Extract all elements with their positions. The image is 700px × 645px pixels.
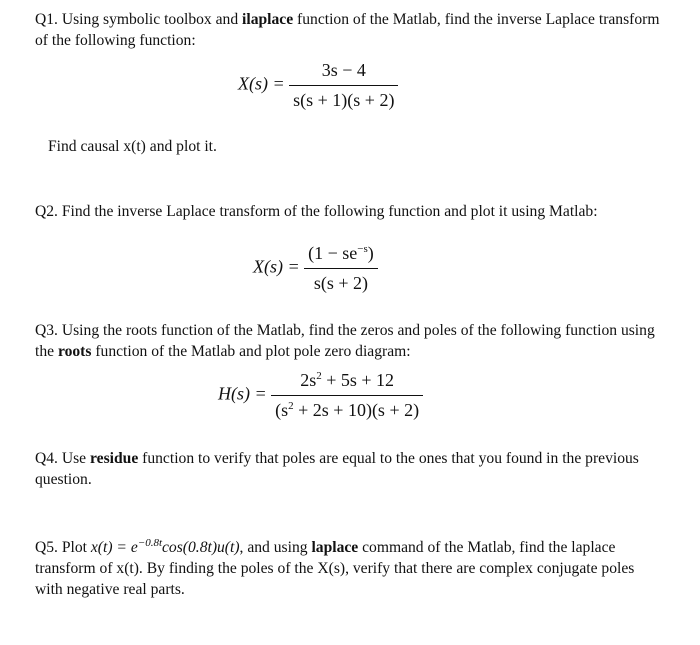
q1-denominator: s(s + 1)(s + 2): [289, 85, 398, 111]
q3-text-start: Q3. Using the roots function of the Matlab, find the zeros and poles of the following function using the: [35, 322, 655, 360]
q4-keyword-residue: residue: [90, 450, 139, 467]
q5-text: [35, 533, 655, 600]
q4-text: [35, 448, 650, 490]
q3-text: [35, 320, 675, 362]
q4-text-end: function to verify that poles are equal to the ones that you found in the previous question.: [35, 450, 639, 488]
q3-lhs: H(s) =: [218, 383, 267, 404]
q1-text-end: function of the Matlab, find the inverse Laplace transform of the following function:: [35, 11, 660, 49]
q3-den-a: (s: [275, 400, 289, 420]
q2-denominator: s(s + 2): [304, 268, 378, 294]
q2-num-close: ): [367, 243, 374, 263]
q3-fraction: [271, 370, 423, 421]
q2-numerator: [304, 243, 378, 268]
q1-text: [35, 9, 675, 51]
q2-fraction: [304, 243, 378, 294]
q5-text-start: Q5. Plot: [35, 539, 91, 557]
q3-num-b: + 5s + 12: [321, 370, 395, 390]
q5-expr-exponent: −0.8t: [137, 537, 163, 549]
q2-text: Q2. Find the inverse Laplace transform of the following function and plot it using Matlab:: [35, 203, 598, 220]
q3-keyword-roots: roots: [57, 343, 92, 360]
q2-num-part: (1 − se: [308, 243, 358, 263]
q2-lhs: X(s) =: [253, 256, 300, 277]
q3-denominator: [271, 395, 423, 421]
q5-expr-b: cos(0.8t)u(t): [162, 539, 240, 557]
q1-keyword-ilaplace: ilaplace: [242, 11, 294, 28]
q5-text-end: command of the Matlab, find the laplace transform of x(t). By finding the poles of the X(s), verify that there are complex conjugate poles with negative real parts.: [35, 539, 635, 599]
q5-expr-a: x(t) = e: [90, 539, 138, 557]
q3-den-b: + 2s + 10)(s + 2): [293, 400, 420, 420]
q5-expression: [91, 539, 240, 556]
q5-keyword-laplace: laplace: [311, 539, 359, 557]
q3-numerator: [271, 370, 423, 395]
q2-num-exponent: −s: [357, 243, 368, 255]
q4-text-start: Q4. Use: [35, 450, 91, 467]
q1-followup: Find causal x(t) and plot it.: [48, 138, 217, 155]
q3-den-exponent: 2: [288, 400, 294, 412]
q1-fraction: [289, 60, 398, 111]
q5-text-mid: , and using: [239, 539, 312, 557]
q1-lhs: X(s) =: [238, 73, 285, 94]
q3-equation: [218, 370, 423, 421]
q2-equation: [253, 243, 378, 294]
q1-text-start: Q1. Using symbolic toolbox and: [35, 11, 243, 28]
q3-num-exponent: 2: [316, 370, 322, 382]
q3-num-a: 2s: [300, 370, 317, 390]
q1-equation: [238, 60, 398, 111]
q1-numerator: 3s − 4: [321, 60, 366, 80]
q3-text-end: function of the Matlab and plot pole zero diagram:: [91, 343, 411, 360]
